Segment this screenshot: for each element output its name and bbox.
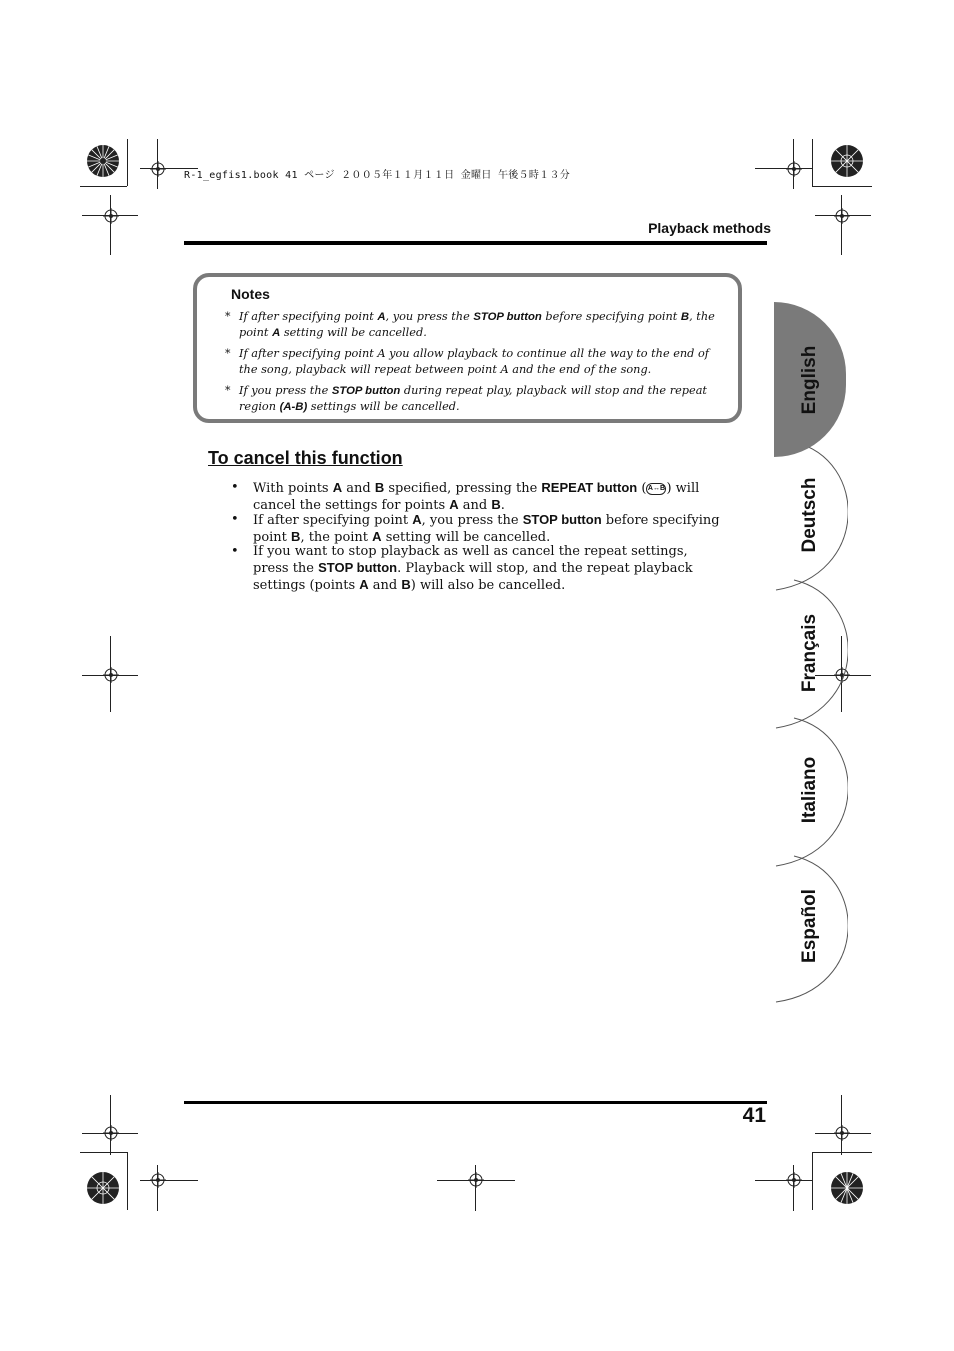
footer-rule bbox=[184, 1101, 767, 1104]
note-item: * If after specifying point A, you press the STOP button before specifying point B, the point A setting will be cancelled. bbox=[225, 310, 715, 339]
tab-francais[interactable] bbox=[774, 583, 846, 723]
notes-box bbox=[193, 273, 742, 423]
tab-italiano[interactable] bbox=[774, 720, 846, 860]
repeat-button-icon: A↔B bbox=[646, 483, 666, 495]
list-item: • If you want to stop playback as well as cancel the repeat settings, press the STOP button. Playback will stop, and the repeat playback settings (points A and B) will also be cancelled. bbox=[231, 544, 693, 593]
registration-target-icon bbox=[830, 1171, 864, 1205]
tab-english[interactable] bbox=[774, 302, 846, 457]
section-title: Playback methods bbox=[648, 220, 771, 236]
registration-target-icon bbox=[86, 144, 120, 178]
page-number: 41 bbox=[742, 1104, 766, 1127]
crosshair-icon bbox=[150, 161, 166, 177]
crosshair-icon bbox=[786, 161, 802, 177]
tab-espanol[interactable] bbox=[774, 856, 846, 996]
list-item: • If after specifying point A, you press the STOP button before specifying point B, the point A setting will be cancelled. bbox=[231, 512, 720, 545]
cancel-heading: To cancel this function bbox=[208, 448, 403, 468]
tab-label: Italiano bbox=[799, 756, 820, 824]
tab-deutsch[interactable] bbox=[774, 445, 846, 585]
note-item: * If you press the STOP button during repeat play, playback will stop and the repeat region (A-B) settings will be cancelled. bbox=[225, 384, 707, 413]
header-rule bbox=[184, 241, 767, 245]
tab-label: Français bbox=[799, 613, 820, 693]
tab-label: Español bbox=[799, 889, 820, 963]
crosshair-icon bbox=[103, 208, 119, 224]
tab-label: English bbox=[799, 345, 820, 414]
tab-label: Deutsch bbox=[799, 477, 820, 553]
print-file-info: R-1_egfis1.book 41 ページ ２００５年１１月１１日 金曜日 午後５時１３分 bbox=[184, 170, 571, 181]
list-item: • With points A and B specified, pressing the REPEAT button (A↔B) will cancel the settings for points A and B. bbox=[231, 480, 700, 513]
notes-title: Notes bbox=[231, 286, 270, 302]
registration-target-icon bbox=[86, 1171, 120, 1205]
note-item: * If after specifying point A you allow playback to continue all the way to the end of the song, playback will repeat between point A and the end of the song. bbox=[225, 347, 709, 376]
crosshair-icon bbox=[834, 208, 850, 224]
registration-target-icon bbox=[830, 144, 864, 178]
